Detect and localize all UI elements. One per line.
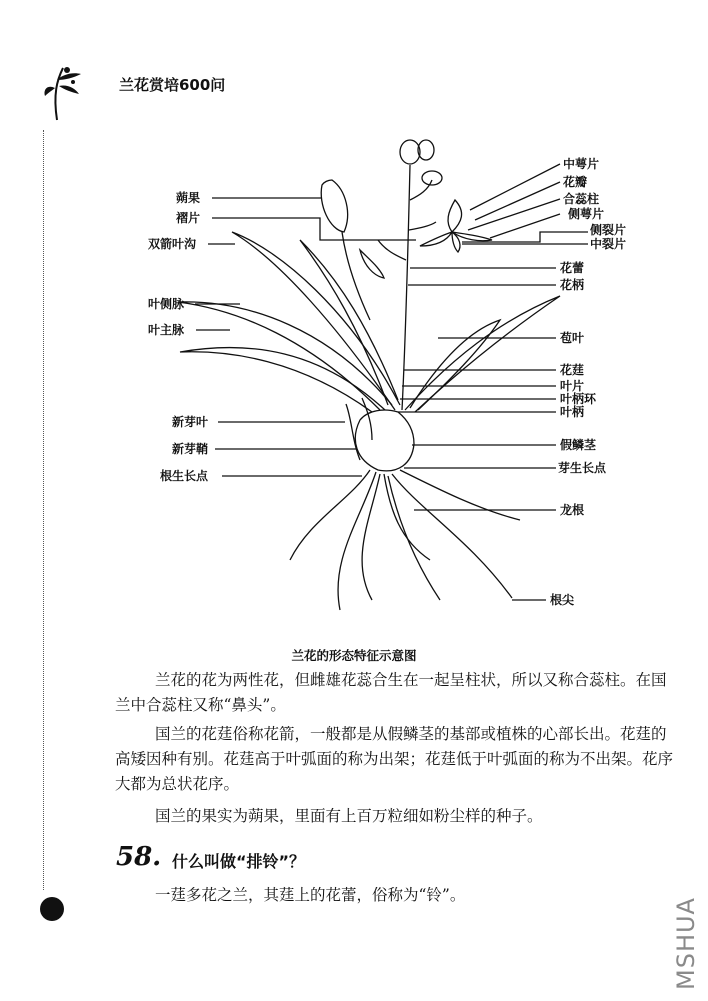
label-dorsal-sepal: 中萼片	[563, 157, 600, 171]
label-new-shoot-leaf: 新芽叶	[172, 415, 209, 429]
pseudobulb	[355, 410, 414, 471]
root-4	[392, 474, 512, 598]
label-bud-growth-point: 芽生长点	[558, 461, 607, 475]
question-title: 什么叫做“排铃”？	[172, 852, 306, 871]
label-root-tip: 根尖	[550, 593, 575, 607]
leaf-left-2	[178, 302, 392, 410]
label-petiole-ring: 叶柄环	[560, 392, 597, 406]
label-lateral-lobe: 侧裂片	[590, 223, 627, 237]
question-answer: 一莛多花之兰，其莛上的花蕾，俗称为“铃”。	[155, 886, 466, 904]
flower-bud-top	[400, 140, 420, 164]
root-2	[338, 472, 376, 610]
label-main-vein: 叶主脉	[148, 323, 185, 337]
label-scape: 花莛	[560, 363, 585, 377]
seed-capsule	[321, 180, 347, 232]
question-number: 58.	[116, 842, 162, 872]
label-petal: 花瓣	[563, 175, 588, 189]
leaf-right-2	[410, 320, 500, 410]
label-lateral-sepal: 侧萼片	[568, 207, 605, 221]
leaf-left-3	[180, 348, 385, 412]
leaf-right-1	[405, 296, 560, 412]
label-column: 合蕊柱	[563, 192, 600, 206]
label-dragon-root: 龙根	[560, 503, 585, 517]
label-flower-bud: 花蕾	[560, 261, 585, 275]
page-number-badge	[40, 897, 64, 921]
figure-caption: 兰花的形态特征示意图	[291, 648, 417, 663]
root-6	[362, 474, 380, 600]
label-new-shoot-sheath: 新芽鞘	[172, 442, 209, 456]
label-leaf-blade: 叶片	[560, 379, 585, 393]
label-petiole: 叶柄	[560, 405, 585, 419]
paragraph-1: 兰花的花为两性花，但雌雄花蕊合生在一起呈柱状，所以又称合蕊柱。在国兰中合蕊柱又称“鼻头”。	[115, 671, 667, 714]
label-mid-lobe: 中裂片	[590, 237, 627, 251]
root-7	[388, 476, 440, 600]
label-bract: 苞叶	[560, 331, 585, 345]
label-root-growth-point: 根生长点	[160, 469, 209, 483]
label-capsule: 蒴果	[176, 191, 201, 205]
label-pseudobulb: 假鳞茎	[560, 438, 597, 452]
flower-scape	[402, 165, 410, 410]
root-5	[400, 470, 520, 520]
open-flower	[448, 200, 462, 232]
label-leaf-groove: 双箭叶沟	[148, 237, 197, 251]
paragraph-3: 国兰的果实为蒴果，里面有上百万粒细如粉尘样的种子。	[155, 807, 543, 825]
paragraph-2: 国兰的花莛俗称花箭，一般都是从假鳞茎的基部或植株的心部长出。花莛的高矮因种有别。花莛高于叶弧面的称为出架；花莛低于叶弧面的称为不出架。花序大都为总状花序。	[115, 725, 674, 793]
watermark: MSHUA	[672, 897, 700, 990]
label-pedicel: 花柄	[560, 278, 585, 292]
header-title: 兰花赏培600问	[119, 76, 226, 94]
label-lateral-vein: 叶侧脉	[148, 297, 185, 311]
leaf-left-1	[232, 232, 400, 410]
label-pleat: 褶片	[176, 211, 201, 225]
